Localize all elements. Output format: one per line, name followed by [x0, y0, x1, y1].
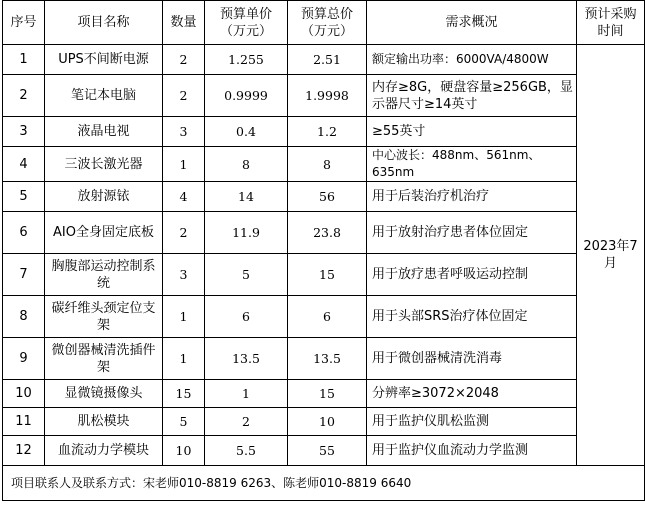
cell-qty: 2 [163, 45, 205, 75]
cell-total-price: 8 [288, 147, 367, 182]
cell-qty: 2 [163, 212, 205, 254]
table-row [3, 254, 645, 296]
cell-seq: 6 [3, 212, 45, 254]
cell-name: 微创器械清洗插件架 [45, 338, 163, 380]
table-row [3, 117, 645, 147]
cell-total-price: 10 [288, 408, 367, 436]
table-row [3, 338, 645, 380]
table-row [3, 436, 645, 466]
cell-seq: 1 [3, 45, 45, 75]
cell-total-price: 2.51 [288, 45, 367, 75]
cell-unit-price: 8 [205, 147, 288, 182]
cell-unit-price: 13.5 [205, 338, 288, 380]
cell-seq: 8 [3, 296, 45, 338]
table-row [3, 45, 645, 75]
cell-requirement: 中心波长：488nm、561nm、635nm [367, 147, 577, 182]
cell-requirement: ≥55英寸 [367, 117, 577, 147]
cell-seq: 9 [3, 338, 45, 380]
cell-qty: 1 [163, 147, 205, 182]
cell-qty: 1 [163, 296, 205, 338]
cell-total-price: 15 [288, 254, 367, 296]
cell-name: 三波长激光器 [45, 147, 163, 182]
cell-unit-price: 6 [205, 296, 288, 338]
table-row [3, 408, 645, 436]
cell-requirement: 分辨率≥3072×2048 [367, 380, 577, 408]
table-row [3, 212, 645, 254]
cell-name: 显微镜摄像头 [45, 380, 163, 408]
cell-qty: 10 [163, 436, 205, 466]
cell-unit-price: 11.9 [205, 212, 288, 254]
procurement-table [2, 0, 645, 501]
cell-seq: 7 [3, 254, 45, 296]
cell-name: 肌松模块 [45, 408, 163, 436]
cell-seq: 10 [3, 380, 45, 408]
cell-name: 放射源铱 [45, 182, 163, 212]
procurement-table-wrapper [2, 0, 644, 501]
cell-unit-price: 0.4 [205, 117, 288, 147]
cell-requirement: 用于微创器械清洗消毒 [367, 338, 577, 380]
header-seq: 序号 [3, 1, 45, 45]
cell-unit-price: 5 [205, 254, 288, 296]
cell-seq: 11 [3, 408, 45, 436]
cell-total-price: 6 [288, 296, 367, 338]
cell-name: 液晶电视 [45, 117, 163, 147]
header-qty: 数量 [163, 1, 205, 45]
cell-total-price: 15 [288, 380, 367, 408]
header-time: 预计采购时间 [577, 1, 645, 45]
cell-requirement: 用于头部SRS治疗体位固定 [367, 296, 577, 338]
cell-seq: 2 [3, 75, 45, 117]
header-name: 项目名称 [45, 1, 163, 45]
cell-seq: 4 [3, 147, 45, 182]
cell-name: 胸腹部运动控制系统 [45, 254, 163, 296]
cell-unit-price: 0.9999 [205, 75, 288, 117]
cell-requirement: 用于后装治疗机治疗 [367, 182, 577, 212]
cell-qty: 15 [163, 380, 205, 408]
table-row [3, 296, 645, 338]
cell-qty: 3 [163, 117, 205, 147]
footer-row [3, 466, 645, 501]
cell-unit-price: 14 [205, 182, 288, 212]
cell-total-price: 55 [288, 436, 367, 466]
cell-name: 碳纤维头颈定位支架 [45, 296, 163, 338]
table-row [3, 182, 645, 212]
cell-unit-price: 1.255 [205, 45, 288, 75]
cell-total-price: 13.5 [288, 338, 367, 380]
header-total-price: 预算总价（万元） [288, 1, 367, 45]
cell-qty: 3 [163, 254, 205, 296]
table-row [3, 75, 645, 117]
cell-requirement: 用于放疗患者呼吸运动控制 [367, 254, 577, 296]
cell-seq: 5 [3, 182, 45, 212]
cell-name: 笔记本电脑 [45, 75, 163, 117]
cell-unit-price: 5.5 [205, 436, 288, 466]
cell-name: AIO全身固定底板 [45, 212, 163, 254]
cell-total-price: 56 [288, 182, 367, 212]
cell-qty: 5 [163, 408, 205, 436]
cell-total-price: 1.2 [288, 117, 367, 147]
cell-unit-price: 1 [205, 380, 288, 408]
cell-purchase-time: 2023年7月 [577, 45, 645, 466]
cell-requirement: 用于监护仪肌松监测 [367, 408, 577, 436]
header-unit-price: 预算单价（万元） [205, 1, 288, 45]
cell-requirement: 内存≥8G，硬盘容量≥256GB，显示器尺寸≥14英寸 [367, 75, 577, 117]
cell-total-price: 1.9998 [288, 75, 367, 117]
header-row [3, 1, 645, 45]
header-requirement: 需求概况 [367, 1, 577, 45]
table-row [3, 147, 645, 182]
cell-unit-price: 2 [205, 408, 288, 436]
cell-requirement: 额定输出功率：6000VA/4800W [367, 45, 577, 75]
cell-requirement: 用于监护仪血流动力学监测 [367, 436, 577, 466]
cell-name: UPS不间断电源 [45, 45, 163, 75]
cell-qty: 1 [163, 338, 205, 380]
cell-total-price: 23.8 [288, 212, 367, 254]
cell-seq: 3 [3, 117, 45, 147]
cell-requirement: 用于放射治疗患者体位固定 [367, 212, 577, 254]
cell-seq: 12 [3, 436, 45, 466]
cell-qty: 4 [163, 182, 205, 212]
table-row [3, 380, 645, 408]
cell-qty: 2 [163, 75, 205, 117]
contact-info: 项目联系人及联系方式：宋老师010-8819 6263、陈老师010-8819 6640 [3, 466, 645, 501]
cell-name: 血流动力学模块 [45, 436, 163, 466]
